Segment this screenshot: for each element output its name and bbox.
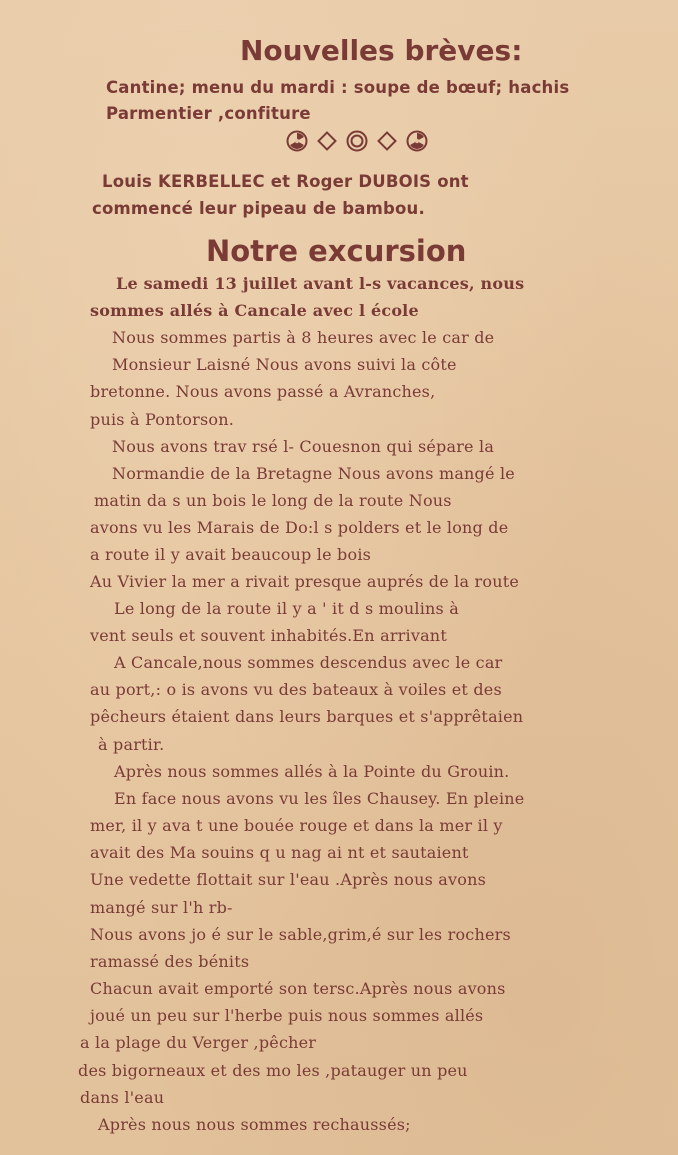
story-line: En face nous avons vu les îles Chausey. En pleine bbox=[114, 789, 525, 808]
story-line: puis à Pontorson. bbox=[90, 410, 234, 429]
story-line: ramassé des bénits bbox=[90, 952, 250, 971]
story-line: sommes allés à Cancale avec l école bbox=[90, 301, 419, 320]
ring-icon bbox=[346, 130, 368, 152]
story-line: Chacun avait emporté son tersc.Après nous avons bbox=[90, 979, 506, 998]
story-line: A Cancale,nous sommes descendus avec le car bbox=[114, 653, 503, 672]
story-line: à partir. bbox=[98, 735, 165, 754]
story-line: Nous avons jo é sur le sable,grim,é sur les rochers bbox=[90, 925, 511, 944]
story-line: Le samedi 13 juillet avant l-s vacances, nous bbox=[116, 274, 525, 293]
story-line: Nous avons trav rsé l- Couesnon qui sépare la bbox=[112, 437, 495, 456]
separator-symbols bbox=[286, 130, 428, 152]
story-line: des bigorneaux et des mo les ,patauger un peu bbox=[78, 1061, 468, 1080]
story-line: Après nous sommes allés à la Pointe du Grouin. bbox=[114, 762, 510, 781]
brief-pipeau-line-1: Louis KERBELLEC et Roger DUBOIS ont bbox=[102, 172, 469, 191]
story-line: bretonne. Nous avons passé a Avranches, bbox=[90, 382, 436, 401]
story-line: pêcheurs étaient dans leurs barques et s'apprêtaien bbox=[90, 707, 524, 726]
story-line: matin da s un bois le long de la route Nous bbox=[94, 491, 452, 510]
story-line: a la plage du Verger ,pêcher bbox=[80, 1033, 317, 1052]
radiation-icon bbox=[406, 130, 428, 152]
brief-cantine-line-1: Cantine; menu du mardi : soupe de bœuf; hachis bbox=[106, 78, 570, 97]
diamond-icon bbox=[376, 130, 398, 152]
story-line: vent seuls et souvent inhabités.En arrivant bbox=[90, 626, 447, 645]
heading-nouvelles-breves: Nouvelles brèves: bbox=[240, 34, 523, 67]
story-line: Monsieur Laisné Nous avons suivi la côte bbox=[112, 355, 457, 374]
story-line: joué un peu sur l'herbe puis nous sommes allés bbox=[90, 1006, 484, 1025]
radiation-icon bbox=[286, 130, 308, 152]
story-line: au port,: o is avons vu des bateaux à voiles et des bbox=[90, 680, 502, 699]
heading-notre-excursion: Notre excursion bbox=[206, 234, 467, 268]
brief-cantine-line-2: Parmentier ,confiture bbox=[106, 104, 311, 123]
story-line: Nous sommes partis à 8 heures avec le car de bbox=[112, 328, 495, 347]
brief-pipeau-line-2: commencé leur pipeau de bambou. bbox=[92, 199, 425, 218]
story-line: Le long de la route il y a ' it d s moulins à bbox=[114, 599, 459, 618]
story-line: mangé sur l'h rb- bbox=[90, 898, 233, 917]
diamond-icon bbox=[316, 130, 338, 152]
story-line: Après nous nous sommes rechaussés; bbox=[98, 1115, 411, 1134]
story-line: Au Vivier la mer a rivait presque auprés de la route bbox=[90, 572, 520, 591]
story-line: Une vedette flottait sur l'eau .Après nous avons bbox=[90, 870, 487, 889]
story-line: Normandie de la Bretagne Nous avons mangé le bbox=[112, 464, 515, 483]
story-line: avons vu les Marais de Do:l s polders et le long de bbox=[90, 518, 509, 537]
story-line: avait des Ma souins q u nag ai nt et sautaient bbox=[90, 843, 469, 862]
story-line: a route il y avait beaucoup le bois bbox=[90, 545, 372, 564]
story-line: mer, il y ava t une bouée rouge et dans la mer il y bbox=[90, 816, 503, 835]
story-line: dans l'eau bbox=[80, 1088, 165, 1107]
